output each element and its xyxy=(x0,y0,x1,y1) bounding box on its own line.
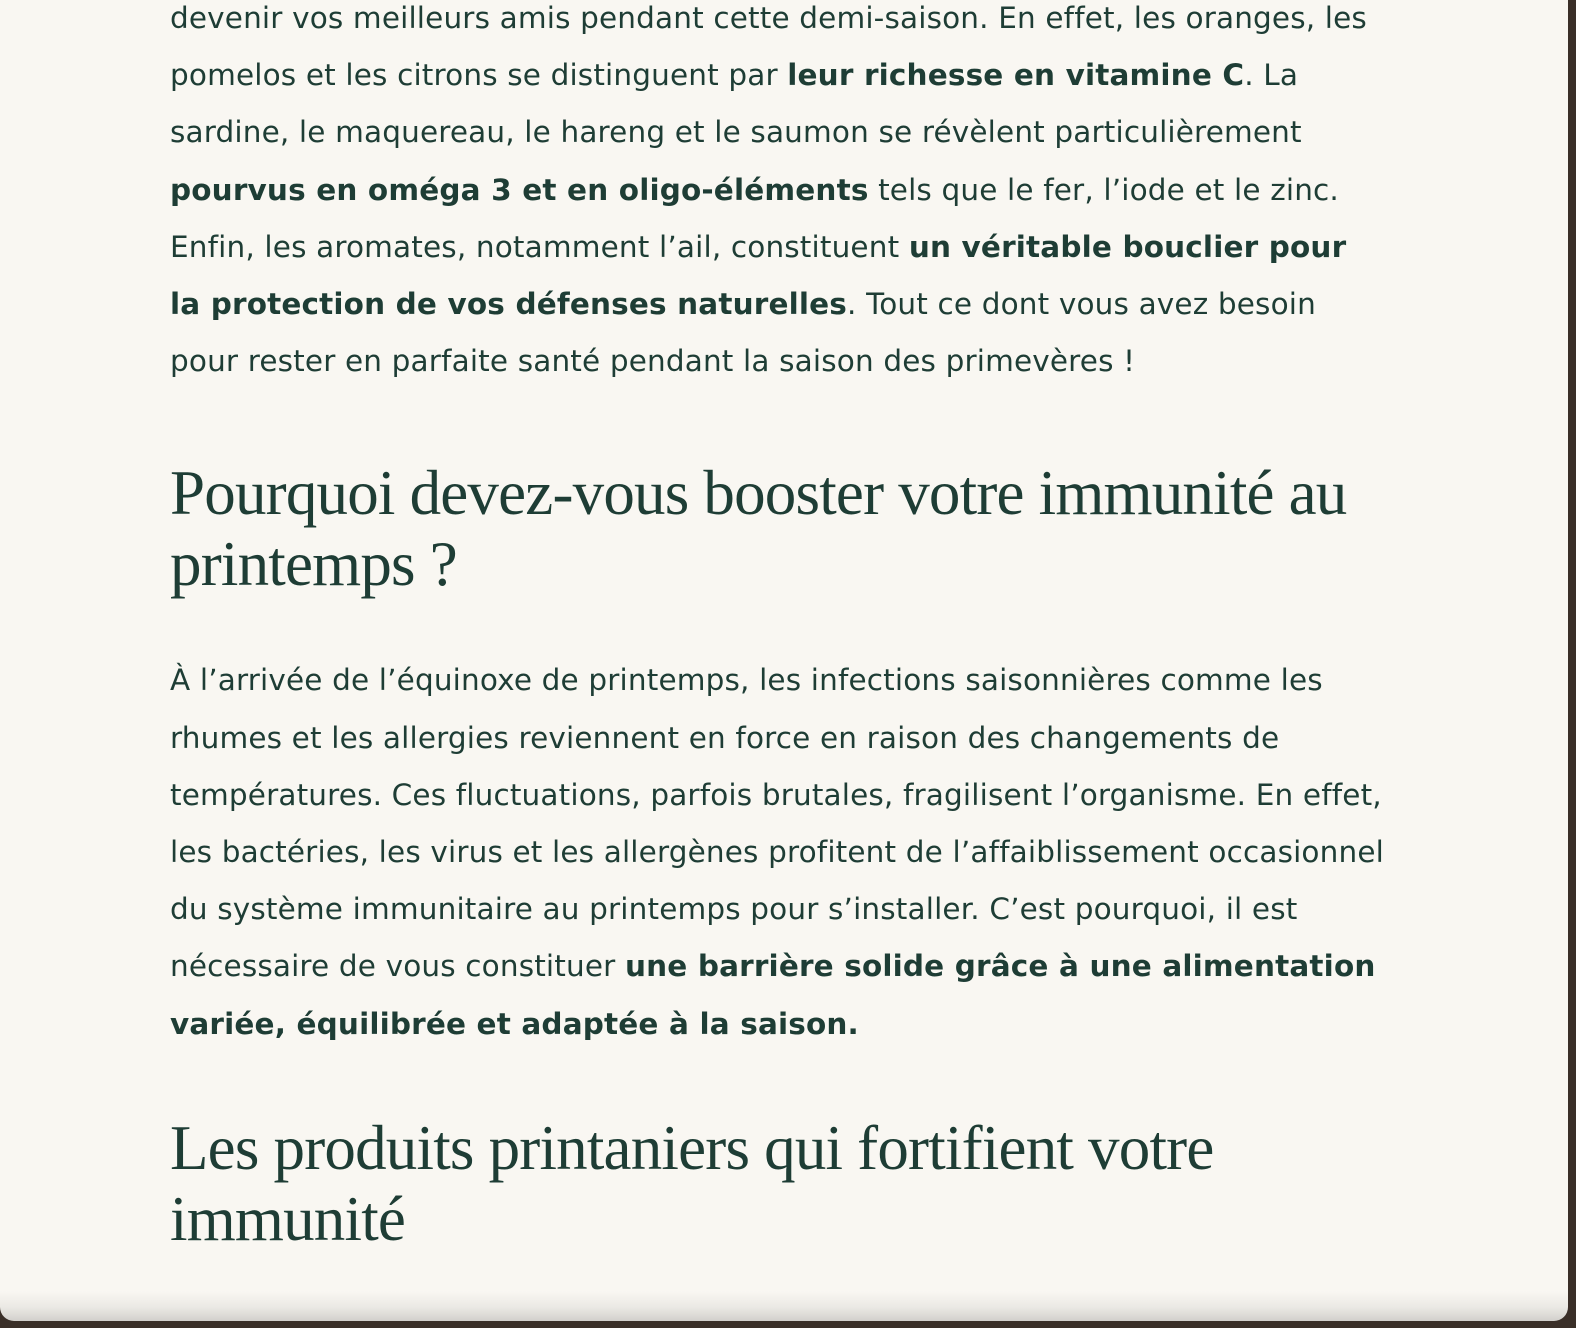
heading-spring-products: Les produits printaniers qui fortifient votre immunité xyxy=(170,1112,1214,1254)
emphasis-text: pourvus en oméga 3 et en oligo-éléments xyxy=(170,172,869,207)
why-paragraph xyxy=(170,652,1385,1052)
emphasis-text: une barrière solide grâce à une alimentation variée, équilibrée et adaptée à la saison. xyxy=(170,949,1376,1041)
heading-why-boost-immunity: Pourquoi devez-vous booster votre immunité au printemps ? xyxy=(170,458,1347,600)
intro-paragraph xyxy=(170,0,1385,390)
body-text: À l’arrivée de l’équinoxe de printemps, les infections saisonnières comme les rhumes et les allergies reviennent en force en raison des changements de températures. Ces fluctuations, parfois brutales, fragilisent l’organisme. En effet, les bactéries, les virus et les allergènes profitent de l’affaiblissement occasionnel du système immunitaire au printemps pour s’installer. C’est pourquoi, il est nécessaire de vous constituer xyxy=(170,663,1384,984)
body-text: tels que le fer, l’iode et le zinc. Enfin, les aromates, notamment l’ail, constituent xyxy=(170,172,1339,264)
body-text: . Tout ce dont vous avez besoin pour rester en parfaite santé pendant la saison des primevères ! xyxy=(170,287,1316,379)
body-text: . La sardine, le maquereau, le hareng et le saumon se révèlent particulièrement xyxy=(170,58,1302,150)
body-text: devenir vos meilleurs amis pendant cette demi-saison. En effet, les oranges, les pomelos et les citrons se distinguent par xyxy=(170,1,1367,93)
emphasis-text: un véritable bouclier pour la protection de vos défenses naturelles xyxy=(170,229,1347,322)
emphasis-text: leur richesse en vitamine C xyxy=(787,58,1245,93)
article-body xyxy=(170,0,1385,1255)
